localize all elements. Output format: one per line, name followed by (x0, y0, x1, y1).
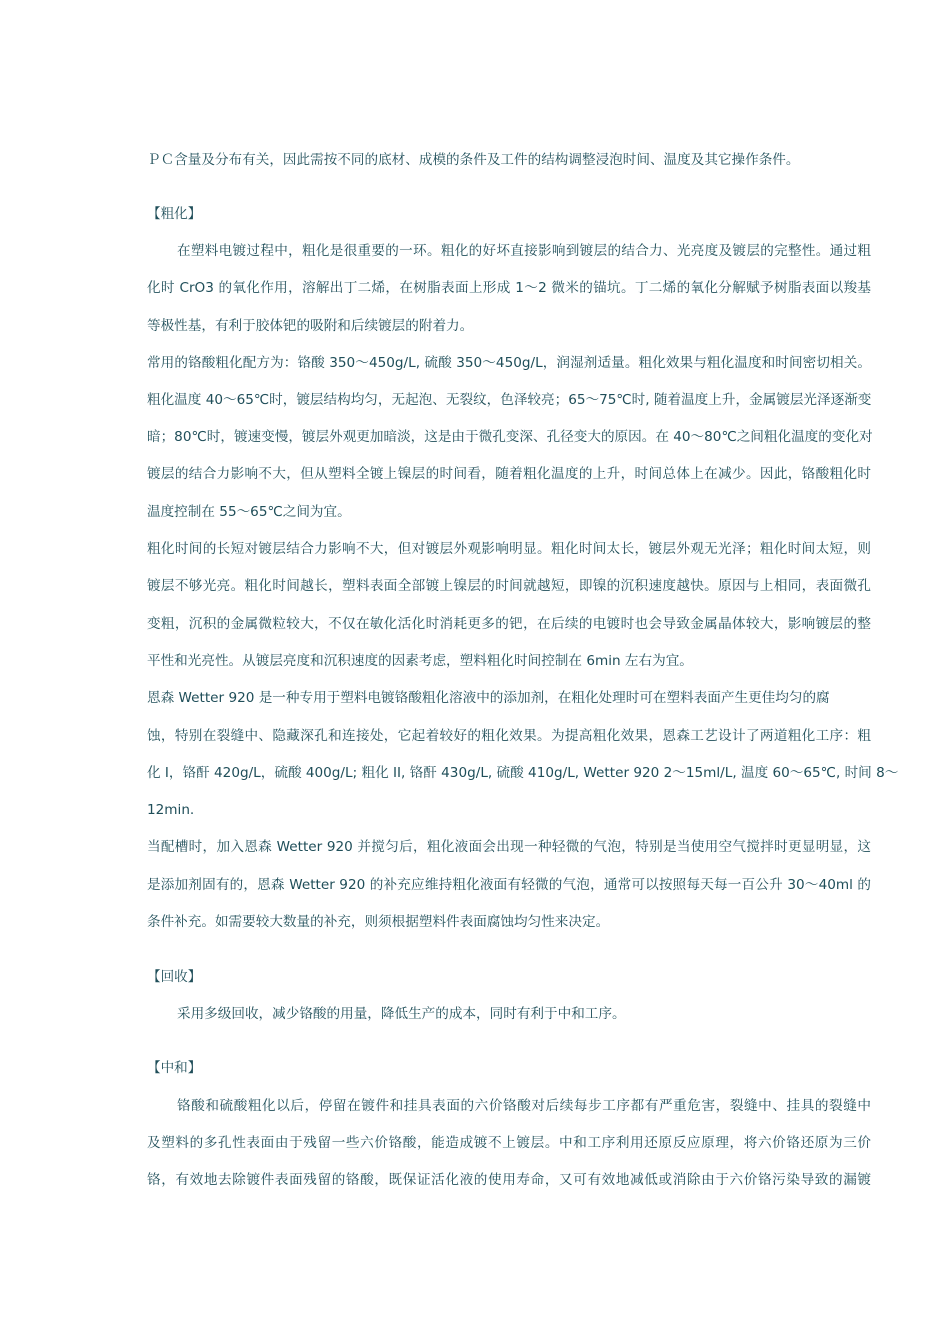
neutralization-heading: 【中和】 (147, 1060, 202, 1076)
roughening-p4-line-3: 化 I，铬酐 420g/L，硫酸 400g/L; 粗化 II, 铬酐 430g/L, 硫酸 410g/L, Wetter 920 2～15ml/L, 温度 60～65℃, 时间 8～ (147, 765, 899, 781)
recovery-p1-line-1: 采用多级回收，减少铬酸的用量，降低生产的成本，同时有利于中和工序。 (177, 1006, 626, 1022)
roughening-p3-line-4: 平性和光亮性。从镀层亮度和沉积速度的因素考虑，塑料粗化时间控制在 6min 左右为宜。 (147, 653, 693, 669)
roughening-p4-line-1: 恩森 Wetter 920 是一种专用于塑料电镀铬酸粗化溶液中的添加剂，在粗化处理时可在塑料表面产生更佳均匀的腐 (147, 690, 830, 706)
roughening-p5-line-1: 当配槽时，加入恩森 Wetter 920 并搅匀后，粗化液面会出现一种轻微的气泡，特别是当使用空气搅拌时更显明显，这 (147, 839, 871, 855)
roughening-p2-line-3: 暗；80℃时，镀速变慢，镀层外观更加暗淡，这是由于微孔变深、孔径变大的原因。在 40～80℃之间粗化温度的变化对 (147, 429, 873, 445)
neutralization-p1-line-3: 铬，有效地去除镀件表面残留的铬酸，既保证活化液的使用寿命，又可有效地减低或消除由于六价铬污染导致的漏镀 (147, 1172, 871, 1188)
neutralization-p1-line-1: 铬酸和硫酸粗化以后，停留在镀件和挂具表面的六价铬酸对后续每步工序都有严重危害，裂缝中、挂具的裂缝中 (177, 1098, 871, 1114)
roughening-p5-line-3: 条件补充。如需要较大数量的补充，则须根据塑料件表面腐蚀均匀性来决定。 (147, 914, 610, 930)
intro-tail-text: ＰＣ含量及分布有关，因此需按不同的底材、成模的条件及工件的结构调整浸泡时间、温度及其它操作条件。 (147, 152, 800, 168)
roughening-p4-line-4: 12min. (147, 802, 195, 818)
roughening-p2-line-2: 粗化温度 40～65℃时，镀层结构均匀，无起泡、无裂纹，色泽较亮；65～75℃时, 随着温度上升，金属镀层光泽逐渐变 (147, 392, 872, 408)
roughening-p3-line-3: 变粗，沉积的金属微粒较大，不仅在敏化活化时消耗更多的钯，在后续的电镀时也会导致金属晶体较大，影响镀层的整 (147, 616, 871, 632)
recovery-heading: 【回收】 (147, 969, 202, 985)
roughening-p5-line-2: 是添加剂固有的，恩森 Wetter 920 的补充应维持粗化液面有轻微的气泡，通常可以按照每天每一百公升 30～40ml 的 (147, 877, 871, 893)
roughening-p3-line-2: 镀层不够光亮。粗化时间越长，塑料表面全部镀上镍层的时间就越短，即镍的沉积速度越快。原因与上相同，表面微孔 (147, 578, 871, 594)
roughening-p3-line-1: 粗化时间的长短对镀层结合力影响不大，但对镀层外观影响明显。粗化时间太长，镀层外观无光泽；粗化时间太短，则 (147, 541, 871, 557)
roughening-p1-line-3: 等极性基，有利于胶体钯的吸附和后续镀层的附着力。 (147, 318, 474, 334)
roughening-p2-line-5: 温度控制在 55～65℃之间为宜。 (147, 504, 351, 520)
roughening-p1-line-1: 在塑料电镀过程中，粗化是很重要的一环。粗化的好坏直接影响到镀层的结合力、光亮度及镀层的完整性。通过粗 (177, 243, 871, 259)
roughening-p2-line-1: 常用的铬酸粗化配方为：铬酸 350～450g/L, 硫酸 350～450g/L，润湿剂适量。粗化效果与粗化温度和时间密切相关。 (147, 355, 871, 371)
roughening-p4-line-2: 蚀，特别在裂缝中、隐藏深孔和连接处，它起着较好的粗化效果。为提高粗化效果，恩森工艺设计了两道粗化工序：粗 (147, 728, 871, 744)
roughening-p2-line-4: 镀层的结合力影响不大，但从塑料全镀上镍层的时间看，随着粗化温度的上升，时间总体上在减少。因此，铬酸粗化时 (147, 466, 871, 482)
roughening-p1-line-2: 化时 CrO3 的氧化作用，溶解出丁二烯，在树脂表面上形成 1～2 微米的锚坑。丁二烯的氧化分解赋予树脂表面以羧基 (147, 280, 871, 296)
neutralization-p1-line-2: 及塑料的多孔性表面由于残留一些六价铬酸，能造成镀不上镀层。中和工序利用还原反应原理，将六价铬还原为三价 (147, 1135, 871, 1151)
roughening-heading: 【粗化】 (147, 206, 202, 222)
